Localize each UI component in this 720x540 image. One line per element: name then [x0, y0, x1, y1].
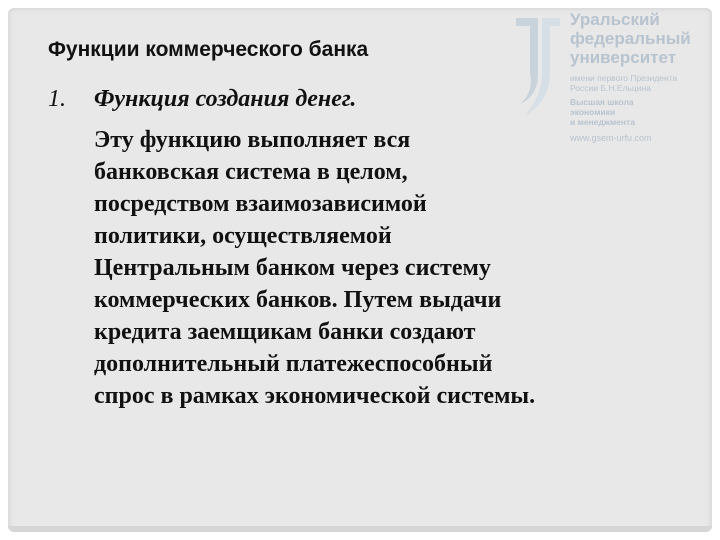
body-line: спрос в рамках экономической системы.: [94, 383, 536, 409]
slide-title: Функции коммерческого банка: [48, 38, 369, 61]
logo-sub-line: и менеджмента: [570, 117, 635, 127]
logo-name-line: федеральный: [570, 29, 691, 48]
slide-bottom-bar: [8, 526, 712, 532]
body-line: Эту функцию выполняет вся: [94, 127, 411, 153]
logo-url: www.gsem-urfu.com: [570, 133, 652, 143]
logo-sub-line: Высшая школа: [570, 97, 634, 107]
body-line: посредством взаимозависимой: [94, 191, 427, 217]
logo-name-line: университет: [570, 48, 677, 67]
list-item-number: 1.: [48, 86, 66, 112]
body-line: коммерческих банков. Путем выдачи: [94, 287, 502, 313]
body-line: Центральным банком через систему: [94, 255, 491, 281]
body-line: банковская система в целом,: [94, 159, 408, 185]
body-line: кредита заемщикам банки создают: [94, 319, 476, 345]
logo-sub-line: экономики: [570, 107, 616, 117]
list-item-heading-text: Функция создания денег.: [94, 86, 357, 112]
list-item-body: [94, 124, 704, 412]
logo-name-line: Уральский: [570, 10, 660, 29]
slide-frame: [8, 8, 712, 532]
body-line: дополнительный платежеспособный: [94, 351, 493, 377]
logo-sub-line: имени первого Президента: [570, 73, 678, 83]
urfu-emblem-icon: [508, 12, 568, 122]
list-item-heading: [48, 86, 356, 113]
logo-sub-line: России Б.Н.Ельцина: [570, 83, 651, 93]
body-line: политики, осуществляемой: [94, 223, 392, 249]
